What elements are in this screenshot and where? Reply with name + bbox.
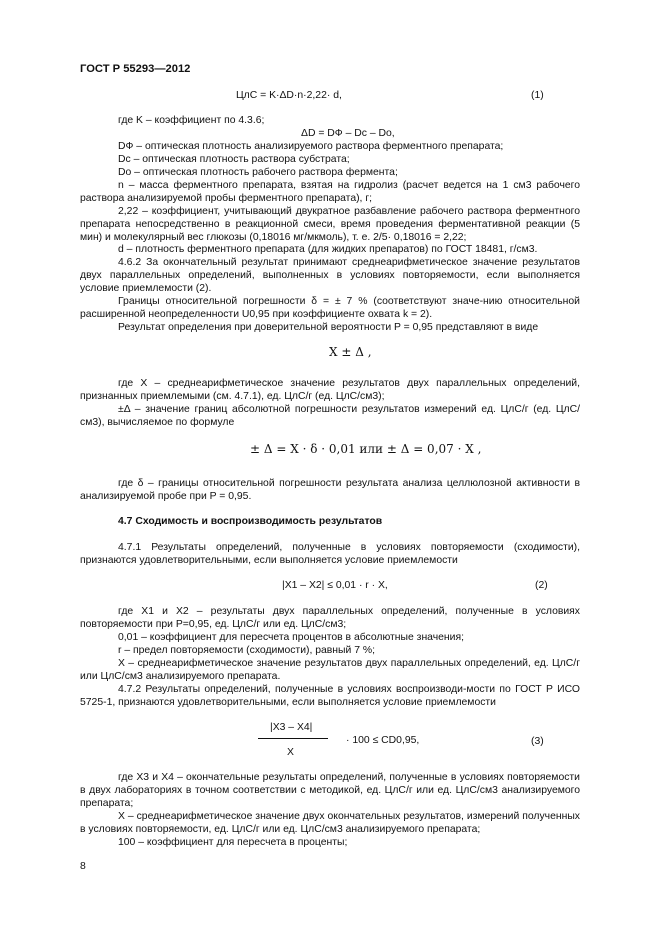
- paragraph-4-6-2: 4.6.2 За окончательный результат принимают среднеарифметическое значение результатов двух параллельных определений, выполненных в условиях повторяемости, если выполняется условие приемлемости (2).: [80, 257, 580, 295]
- formula-1: ЦлС = K·ΔD·n·2,22· d,: [236, 90, 342, 101]
- def-100: 100 – коэффициент для пересчета в проценты;: [118, 837, 348, 848]
- formula-3-rest: · 100 ≤ CD0,95,: [346, 735, 420, 746]
- formula-x-delta: X ± Δ ,: [329, 345, 372, 359]
- delta-d-formula: ΔD = DФ – Dс – Dо,: [301, 128, 395, 139]
- section-4-7-title: 4.7 Сходимость и воспроизводимость результатов: [118, 516, 383, 527]
- def-do: Dо – оптическая плотность рабочего раствора фермента;: [118, 167, 398, 178]
- where-pm-delta: ±Δ – значение границ абсолютной погрешности результатов измерений ед. ЦлС/г (ед. ЦлС/см3), вычисляемое по формуле: [80, 404, 580, 429]
- formula-3-denominator: X: [287, 747, 294, 758]
- def-001: 0,01 – коэффициент для пересчета процентов в абсолютные значения;: [118, 632, 464, 643]
- doc-code: ГОСТ Р 55293—2012: [80, 63, 191, 75]
- formula-2-number: (2): [535, 580, 548, 591]
- def-x-mean: X – среднеарифметическое значение результатов двух параллельных определений, ед. ЦлС/г или ЦлС/см3 анализируемого препарата.: [80, 658, 580, 683]
- paragraph-4-7-2: 4.7.2 Результаты определений, полученные в условиях воспроизводи-мости по ГОСТ Р ИСО 5725-1, признаются удовлетворительными, если выполняется условие приемлемости: [80, 684, 580, 709]
- formula-2: |X1 – X2| ≤ 0,01 · r · X,: [282, 580, 388, 591]
- where-delta: где δ – границы относительной погрешности результата анализа целлюлозной активности в анализируемой пробе при P = 0,95.: [80, 478, 580, 503]
- page-number: 8: [80, 861, 86, 872]
- paragraph-bounds: Границы относительной погрешности δ = ± 7 % (соответствуют значе-нию относительной расширенной неопределенности U0,95 при коэффициенте охвата k = 2).: [80, 296, 580, 321]
- formula-3-number: (3): [531, 736, 544, 747]
- def-dphi: DФ – оптическая плотность анализируемого раствора ферментного препарата;: [118, 141, 504, 152]
- where-k: где K – коэффициент по 4.3.6;: [118, 115, 265, 126]
- def-x-final-mean: X – среднеарифметическое значение двух окончательных результатов, измерений полученных в условиях повторяемости, ед. ЦлС/г или ед. ЦлС/см3 анализируемого препарата;: [80, 811, 580, 836]
- def-dc: Dс – оптическая плотность раствора субстрата;: [118, 154, 350, 165]
- formula-delta: ± Δ = X · δ · 0,01 или ± Δ = 0,07 · X ,: [250, 442, 482, 456]
- def-coef: 2,22 – коэффициент, учитывающий двукратное разбавление рабочего раствора ферментного препарата непосредственно в реакционной смеси, время проведения ферментативной реакции (5 мин) и молекулярный вес глюкозы (0,18016 мг/мкмоль), т. е. 2/5· 0,18016 = 2,22;: [80, 206, 580, 244]
- def-n: n – масса ферментного препарата, взятая на гидролиз (расчет ведется на 1 см3 рабочего раствора анализируемой пробы ферментного препарата), г;: [80, 180, 580, 205]
- paragraph-4-7-1: 4.7.1 Результаты определений, полученные в условиях повторяемости (сходимости), признаются удовлетворительными, если выполняется условие приемлемости: [80, 542, 580, 567]
- where-x-mean: где X – среднеарифметическое значение результатов двух параллельных определений, признанных приемлемыми (см. 4.7.1), ед. ЦлС/г (ед. ЦлС/см3);: [80, 378, 580, 403]
- def-r: r – предел повторяемости (сходимости), равный 7 %;: [118, 645, 375, 656]
- fraction-bar: [258, 738, 328, 739]
- formula-3-numerator: |X3 – X4|: [270, 722, 313, 733]
- formula-1-number: (1): [531, 90, 544, 101]
- paragraph-result: Результат определения при доверительной вероятности P = 0,95 представляют в виде: [118, 322, 539, 333]
- where-x3-x4: где X3 и X4 – окончательные результаты определений, полученные в условиях повторяемости в двух лабораториях в точном соответствии с методикой, ед. ЦлС/г или ед. ЦлС/см3 анализируемого препарата;: [80, 772, 580, 810]
- def-d: d – плотность ферментного препарата (для жидких препаратов) по ГОСТ 18481, г/см3.: [118, 244, 538, 255]
- where-x1-x2: где X1 и X2 – результаты двух параллельных определений, полученные в условиях повторяемости при P=0,95, ед. ЦлС/г или ед. ЦлС/см3;: [80, 606, 580, 631]
